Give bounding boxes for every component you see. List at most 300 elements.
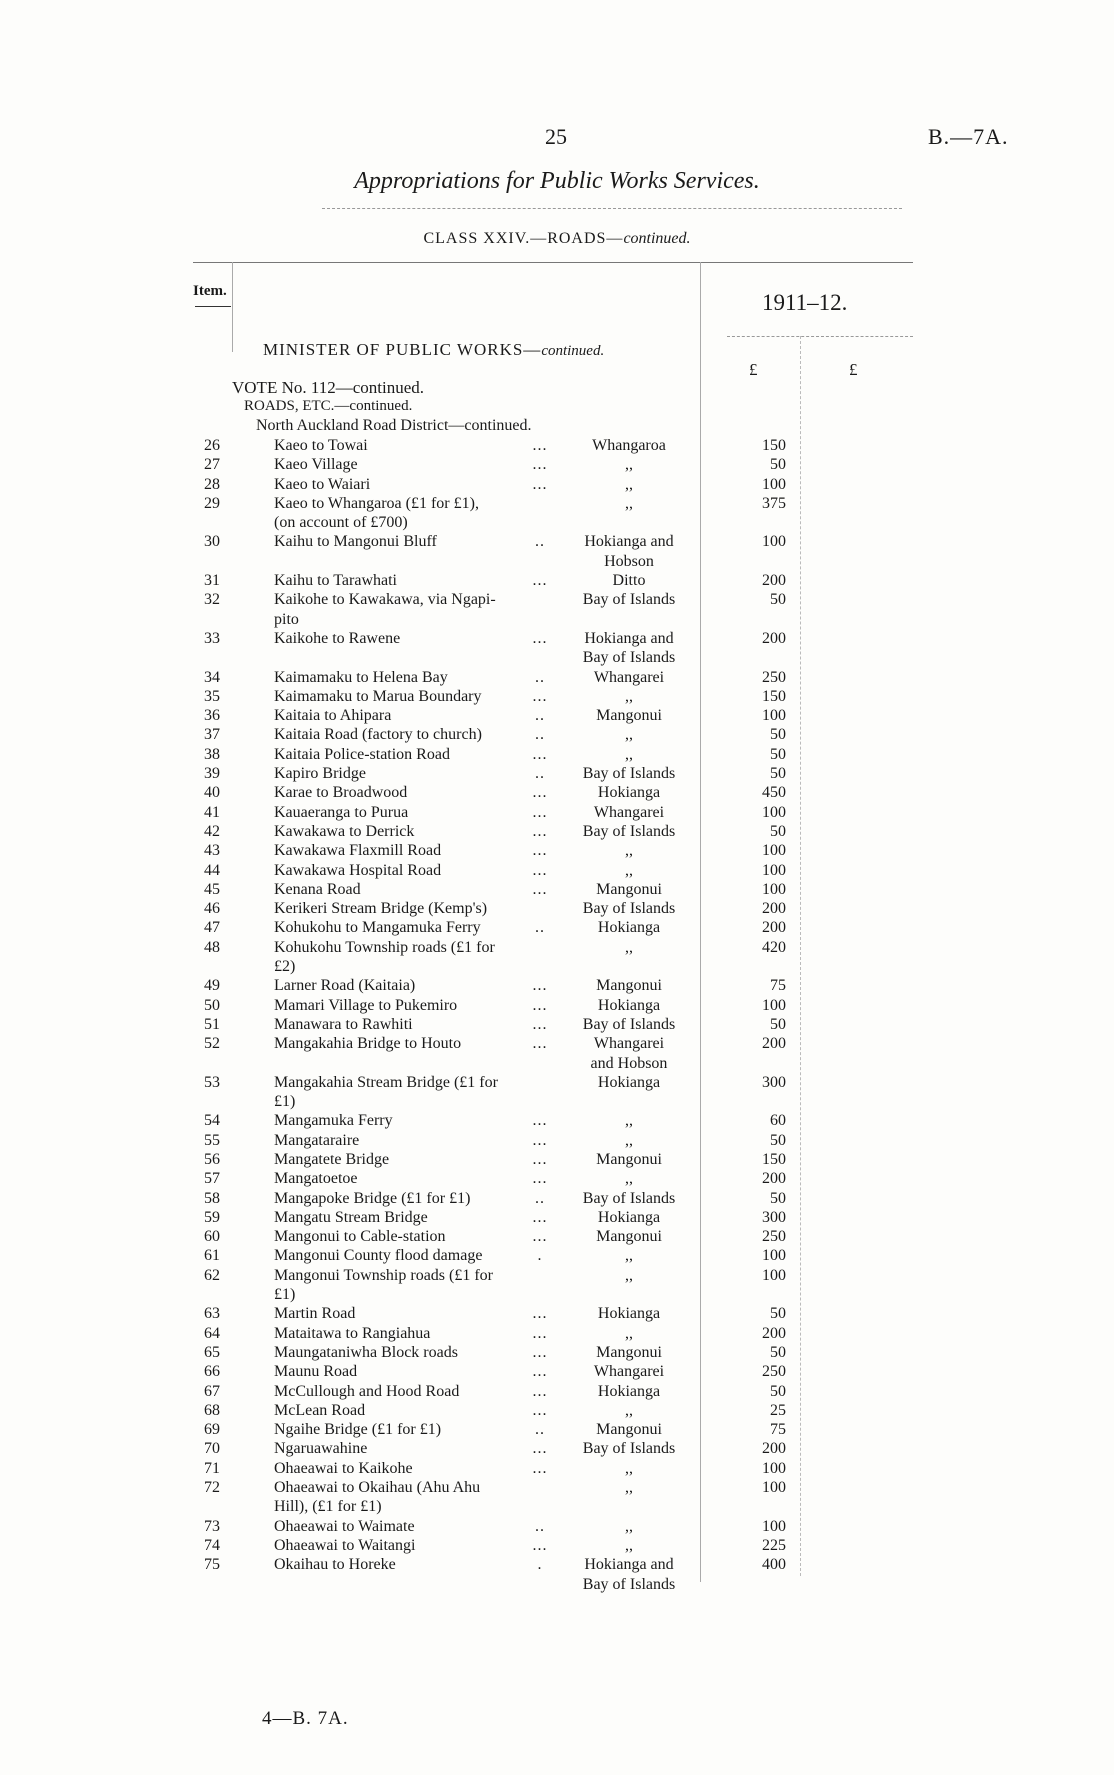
item-number: 52 — [204, 1035, 220, 1053]
item-number: 28 — [204, 475, 220, 493]
table-row — [0, 1459, 1114, 1478]
item-county: Bay of Islands — [582, 591, 676, 609]
item-amount: 200 — [762, 1324, 786, 1342]
item-county: Whangarei — [593, 1363, 665, 1381]
item-county: ,, — [625, 938, 633, 956]
item-description: Manawara to Rawhiti — [274, 1015, 413, 1033]
item-number: 47 — [204, 919, 220, 937]
leader-dots: ... — [532, 572, 548, 590]
item-number: 43 — [204, 842, 220, 860]
item-number: 33 — [204, 629, 220, 647]
item-amount: 250 — [762, 1228, 786, 1246]
item-description: Mangamuka Ferry — [274, 1112, 393, 1130]
leader-dots: ... — [532, 1170, 548, 1188]
signature-mark: 4—B. 7A. — [262, 1708, 349, 1729]
item-county: Bay of Islands — [582, 765, 676, 783]
roads-heading: ROADS, ETC.—continued. — [244, 398, 413, 414]
item-county: Mangonui — [596, 977, 662, 995]
item-description: Kaeo to Towai — [274, 437, 368, 454]
item-amount: 100 — [762, 996, 786, 1014]
item-description: Kaitaia to Ahipara — [274, 707, 392, 725]
table-row — [0, 841, 1114, 860]
table-row — [0, 1111, 1114, 1130]
item-number: 59 — [204, 1208, 220, 1226]
table-row — [0, 706, 1114, 725]
leader-dots: ... — [532, 475, 548, 493]
table-row — [0, 899, 1114, 918]
table-row — [0, 1304, 1114, 1323]
item-amount: 200 — [762, 572, 786, 590]
item-county: ,, — [625, 726, 633, 744]
item-number: 34 — [204, 668, 220, 686]
item-amount: 60 — [770, 1112, 786, 1130]
leader-dots: ... — [532, 1459, 548, 1477]
table-row — [0, 976, 1114, 995]
item-column-header: Item. — [193, 283, 227, 299]
leader-dots: ... — [532, 1440, 548, 1458]
table-row — [0, 475, 1114, 494]
item-number: 60 — [204, 1228, 220, 1246]
leader-dots: ... — [532, 996, 548, 1014]
item-amount: 75 — [770, 1421, 786, 1439]
item-number: 58 — [204, 1189, 220, 1207]
item-description: Kaeo to Waiari — [274, 475, 371, 493]
table-row — [0, 1131, 1114, 1150]
item-description: Mangonui Township roads (£1 for £1) — [274, 1266, 494, 1304]
table-row — [0, 1324, 1114, 1343]
table-row — [0, 1362, 1114, 1381]
table-row — [0, 455, 1114, 474]
table-row — [0, 764, 1114, 783]
item-amount: 200 — [762, 1035, 786, 1053]
item-description: Kaihu to Mangonui Bluff — [274, 533, 437, 551]
district-heading: North Auckland Road District—continued. — [256, 417, 532, 434]
item-number: 73 — [204, 1517, 220, 1535]
leader-dots: ... — [532, 1401, 548, 1419]
item-amount: 50 — [770, 765, 786, 783]
table-row — [0, 1343, 1114, 1362]
item-county: Bay of Islands — [582, 1440, 676, 1458]
item-county: Mangonui — [596, 1228, 662, 1246]
item-description: Mataitawa to Rangiahua — [274, 1324, 431, 1342]
item-amount: 50 — [770, 591, 786, 609]
leader-dots: ... — [532, 822, 548, 840]
item-county: ,, — [625, 1131, 633, 1149]
ministry-heading — [263, 340, 604, 360]
item-number: 32 — [204, 591, 220, 609]
item-county: Hokianga — [597, 784, 661, 802]
item-county: Whangarei and Hobson — [590, 1035, 668, 1072]
table-row — [0, 1478, 1114, 1517]
item-county: Mangonui — [596, 880, 662, 898]
item-number: 48 — [204, 938, 220, 956]
item-amount: 400 — [762, 1556, 786, 1574]
item-number: 68 — [204, 1401, 220, 1419]
table-row — [0, 532, 1114, 571]
table-row — [0, 436, 1114, 455]
item-amount: 50 — [770, 1189, 786, 1207]
item-county: Hokianga — [597, 1382, 661, 1400]
item-number: 37 — [204, 726, 220, 744]
item-amount: 250 — [762, 1363, 786, 1381]
table-row — [0, 494, 1114, 533]
item-county: Hokianga — [597, 1073, 661, 1091]
item-number: 75 — [204, 1556, 220, 1574]
item-amount: 300 — [762, 1073, 786, 1091]
item-description: Kapiro Bridge — [274, 765, 366, 783]
item-description: Kerikeri Stream Bridge (Kemp's) — [274, 900, 488, 918]
currency-header-2: £ — [849, 360, 858, 379]
item-amount: 100 — [762, 1517, 786, 1535]
item-county: Hokianga and Bay of Islands — [582, 629, 676, 667]
item-amount: 200 — [762, 1170, 786, 1188]
item-number: 63 — [204, 1305, 220, 1323]
item-number: 67 — [204, 1382, 220, 1400]
item-county: ,, — [625, 1324, 633, 1342]
item-county: Mangonui — [596, 1421, 662, 1439]
leader-dots: ... — [532, 1131, 548, 1149]
item-description: Martin Road — [274, 1305, 356, 1323]
item-county: Bay of Islands — [582, 822, 676, 840]
leader-dots: ... — [532, 784, 548, 802]
leader-dots: ... — [532, 1363, 548, 1381]
leader-dots: ... — [532, 745, 548, 763]
item-description: Kaimamaku to Marua Boundary — [274, 687, 482, 705]
item-county: ,, — [625, 1401, 633, 1419]
item-number: 62 — [204, 1266, 220, 1284]
item-number: 36 — [204, 707, 220, 725]
item-number: 56 — [204, 1150, 220, 1168]
item-number: 69 — [204, 1421, 220, 1439]
item-amount: 50 — [770, 1131, 786, 1149]
table-row — [0, 918, 1114, 937]
leader-dots: .. — [535, 919, 545, 937]
item-number: 35 — [204, 687, 220, 705]
item-county: Mangonui — [596, 1343, 662, 1361]
item-description: Karae to Broadwood — [274, 784, 408, 802]
item-description: Ohaeawai to Kaikohe — [274, 1459, 413, 1477]
item-county: ,, — [625, 1170, 633, 1188]
item-amount: 100 — [762, 533, 786, 551]
item-amount: 150 — [762, 437, 786, 454]
leader-dots: ... — [532, 1228, 548, 1246]
table-row — [0, 803, 1114, 822]
item-description: Kaikohe to Rawene — [274, 629, 401, 647]
table-row — [0, 725, 1114, 744]
leader-dots: ... — [532, 629, 548, 647]
item-number: 72 — [204, 1479, 220, 1497]
ministry-heading-text: MINISTER OF PUBLIC WORKS— — [263, 340, 542, 359]
leader-dots: . — [537, 1556, 543, 1574]
item-county: ,, — [625, 475, 633, 493]
item-amount: 225 — [762, 1536, 786, 1554]
item-description: Mangakahia Stream Bridge (£1 for £1) — [274, 1073, 498, 1111]
item-county: Whangarei — [593, 803, 665, 821]
item-county: Bay of Islands — [582, 900, 676, 918]
item-description: Kaitaia Road (factory to church) — [274, 726, 482, 744]
item-amount: 100 — [762, 803, 786, 821]
item-description: Ngaruawahine — [274, 1440, 368, 1458]
item-number: 50 — [204, 996, 220, 1014]
item-amount: 50 — [770, 1382, 786, 1400]
table-row — [0, 1073, 1114, 1112]
leader-dots: . — [537, 1247, 543, 1265]
leader-dots: ... — [532, 880, 548, 898]
table-row — [0, 996, 1114, 1015]
page-number: 25 — [545, 124, 567, 149]
item-description: Kenana Road — [274, 880, 361, 898]
item-number: 61 — [204, 1247, 220, 1265]
item-amount: 25 — [770, 1401, 786, 1419]
leader-dots: ... — [532, 1343, 548, 1361]
item-amount: 50 — [770, 822, 786, 840]
leader-dots: ... — [532, 842, 548, 860]
item-county: Hokianga — [597, 919, 661, 937]
item-number: 57 — [204, 1170, 220, 1188]
leader-dots: .. — [535, 1517, 545, 1535]
item-description: Mangakahia Bridge to Houto — [274, 1035, 462, 1053]
year-header-rule — [727, 336, 913, 337]
table-row — [0, 571, 1114, 590]
item-number: 64 — [204, 1324, 220, 1342]
year-header: 1911–12. — [762, 290, 848, 315]
table-row — [0, 745, 1114, 764]
item-number: 65 — [204, 1343, 220, 1361]
item-county: ,, — [625, 1479, 633, 1497]
item-amount: 200 — [762, 900, 786, 918]
item-description: Mangatoetoe — [274, 1170, 358, 1188]
table-row — [0, 629, 1114, 668]
leader-dots: ... — [532, 1015, 548, 1033]
item-amount: 100 — [762, 1479, 786, 1497]
item-county: Hokianga and Bay of Islands — [582, 1556, 676, 1593]
document-reference: B.—7A. — [928, 124, 1009, 149]
item-number: 49 — [204, 977, 220, 995]
item-amount: 250 — [762, 668, 786, 686]
leader-dots: .. — [535, 726, 545, 744]
item-description: Maunu Road — [274, 1363, 358, 1381]
item-description: McLean Road — [274, 1401, 366, 1419]
leader-dots: ... — [532, 1536, 548, 1554]
table-row — [0, 1246, 1114, 1265]
table-row — [0, 1401, 1114, 1420]
item-description: Mangonui to Cable-station — [274, 1228, 446, 1246]
item-number: 70 — [204, 1440, 220, 1458]
item-description: Mamari Village to Pukemiro — [274, 996, 458, 1014]
table-row — [0, 687, 1114, 706]
item-amount: 50 — [770, 1343, 786, 1361]
item-county: Bay of Islands — [582, 1015, 676, 1033]
item-amount: 450 — [762, 784, 786, 802]
item-amount: 50 — [770, 1015, 786, 1033]
item-number: 54 — [204, 1112, 220, 1130]
item-description: Kawakawa Flaxmill Road — [274, 842, 442, 860]
page-title: Appropriations for Public Works Services. — [354, 168, 760, 194]
item-description: Mangonui County flood damage — [274, 1247, 483, 1265]
table-row — [0, 938, 1114, 977]
leader-dots: ... — [532, 1150, 548, 1168]
item-amount: 200 — [762, 629, 786, 647]
item-number: 41 — [204, 803, 220, 821]
item-number: 26 — [204, 437, 220, 454]
table-row — [0, 668, 1114, 687]
item-description: Ohaeawai to Waimate — [274, 1517, 415, 1535]
item-county: ,, — [625, 1517, 633, 1535]
table-row — [0, 1266, 1114, 1305]
item-header-rule — [195, 306, 231, 307]
item-amount: 100 — [762, 1247, 786, 1265]
item-county: Whangaroa — [592, 437, 666, 454]
leader-dots: ... — [532, 1035, 548, 1053]
item-county: Whangarei — [593, 668, 665, 686]
item-county: ,, — [625, 687, 633, 705]
item-county: Bay of Islands — [582, 1189, 676, 1207]
item-description: Kawakawa to Derrick — [274, 822, 415, 840]
leader-dots: .. — [535, 668, 545, 686]
leader-dots: ... — [532, 437, 548, 454]
item-description: Kawakawa Hospital Road — [274, 861, 442, 879]
appropriation-items-list — [0, 436, 1114, 1594]
leader-dots: ... — [532, 1305, 548, 1323]
item-county: ,, — [625, 842, 633, 860]
leader-dots: ... — [532, 803, 548, 821]
item-amount: 50 — [770, 1305, 786, 1323]
item-description: Kaeo to Whangaroa (£1 for £1), (on account of £700) — [274, 494, 479, 532]
item-number: 40 — [204, 784, 220, 802]
leader-dots: ... — [532, 456, 548, 474]
item-number: 51 — [204, 1015, 220, 1033]
item-number: 44 — [204, 861, 220, 879]
item-number: 29 — [204, 494, 220, 512]
item-county: Mangonui — [596, 707, 662, 725]
table-row — [0, 861, 1114, 880]
item-amount: 100 — [762, 1266, 786, 1284]
item-number: 66 — [204, 1363, 220, 1381]
item-description: Kohukohu Township roads (£1 for £2) — [274, 938, 495, 976]
title-rule — [322, 208, 902, 209]
item-amount: 420 — [762, 938, 786, 956]
item-amount: 100 — [762, 707, 786, 725]
item-description: McCullough and Hood Road — [274, 1382, 460, 1400]
item-number: 42 — [204, 822, 220, 840]
item-description: Larner Road (Kaitaia) — [274, 977, 416, 995]
item-description: Mangatete Bridge — [274, 1150, 390, 1168]
item-amount: 100 — [762, 880, 786, 898]
item-description: Maungataniwha Block roads — [274, 1343, 458, 1361]
item-column-divider — [232, 262, 233, 352]
item-description: Ngaihe Bridge (£1 for £1) — [274, 1421, 442, 1439]
item-number: 38 — [204, 745, 220, 763]
item-amount: 100 — [762, 861, 786, 879]
item-county: ,, — [625, 456, 633, 474]
table-row — [0, 1150, 1114, 1169]
table-row — [0, 822, 1114, 841]
leader-dots: ... — [532, 687, 548, 705]
item-number: 39 — [204, 765, 220, 783]
table-row — [0, 1439, 1114, 1458]
item-amount: 75 — [770, 977, 786, 995]
item-county: Hokianga and Hobson — [584, 533, 674, 570]
item-county: ,, — [625, 745, 633, 763]
table-row — [0, 1227, 1114, 1246]
item-description: Mangataraire — [274, 1131, 360, 1149]
table-row — [0, 1536, 1114, 1555]
currency-header-1: £ — [749, 360, 758, 379]
table-row — [0, 1420, 1114, 1439]
table-row — [0, 880, 1114, 899]
item-number: 71 — [204, 1459, 220, 1477]
item-amount: 100 — [762, 1459, 786, 1477]
item-amount: 50 — [770, 745, 786, 763]
item-county: Hokianga — [597, 1305, 661, 1323]
item-county: Mangonui — [596, 1150, 662, 1168]
item-number: 55 — [204, 1131, 220, 1149]
table-row — [0, 783, 1114, 802]
leader-dots: .. — [535, 765, 545, 783]
table-row — [0, 590, 1114, 629]
leader-dots: .. — [535, 707, 545, 725]
item-description: Kaitaia Police-station Road — [274, 745, 450, 763]
item-amount: 150 — [762, 687, 786, 705]
table-row — [0, 1382, 1114, 1401]
table-row — [0, 1034, 1114, 1073]
leader-dots: ... — [532, 1112, 548, 1130]
item-number: 46 — [204, 900, 220, 918]
item-description: Kaikohe to Kawakawa, via Ngapi- pito — [274, 591, 496, 628]
item-county: Hokianga — [597, 1208, 661, 1226]
item-amount: 200 — [762, 919, 786, 937]
item-county: ,, — [625, 494, 633, 512]
class-heading — [0, 230, 1114, 248]
item-amount: 50 — [770, 726, 786, 744]
item-description: Mangapoke Bridge (£1 for £1) — [274, 1189, 471, 1207]
item-number: 27 — [204, 456, 220, 474]
table-top-rule — [193, 262, 913, 263]
item-county: ,, — [625, 1266, 633, 1284]
leader-dots: ... — [532, 1324, 548, 1342]
item-number: 45 — [204, 880, 220, 898]
item-amount: 300 — [762, 1208, 786, 1226]
table-row — [0, 1555, 1114, 1594]
leader-dots: .. — [535, 533, 545, 551]
leader-dots: ... — [532, 1382, 548, 1400]
leader-dots: .. — [535, 1421, 545, 1439]
class-heading-suffix: continued. — [623, 230, 691, 247]
item-amount: 375 — [762, 494, 786, 512]
table-row — [0, 1169, 1114, 1188]
item-description: Ohaeawai to Waitangi — [274, 1536, 416, 1554]
item-description: Kaeo Village — [274, 456, 358, 474]
item-county: Hokianga — [597, 996, 661, 1014]
item-description: Kauaeranga to Purua — [274, 803, 409, 821]
item-county: ,, — [625, 1459, 633, 1477]
item-description: Mangatu Stream Bridge — [274, 1208, 428, 1226]
item-number: 30 — [204, 533, 220, 551]
table-row — [0, 1189, 1114, 1208]
leader-dots: ... — [532, 977, 548, 995]
leader-dots: ... — [532, 861, 548, 879]
item-description: Kohukohu to Mangamuka Ferry — [274, 919, 481, 937]
item-county: ,, — [625, 1536, 633, 1554]
item-description: Ohaeawai to Okaihau (Ahu Ahu Hill), (£1 for £1) — [274, 1479, 481, 1516]
item-amount: 100 — [762, 842, 786, 860]
table-row — [0, 1208, 1114, 1227]
vote-heading: VOTE No. 112—continued. — [232, 378, 425, 397]
table-row — [0, 1517, 1114, 1536]
item-amount: 100 — [762, 475, 786, 493]
table-row — [0, 1015, 1114, 1034]
item-county: ,, — [625, 1247, 633, 1265]
